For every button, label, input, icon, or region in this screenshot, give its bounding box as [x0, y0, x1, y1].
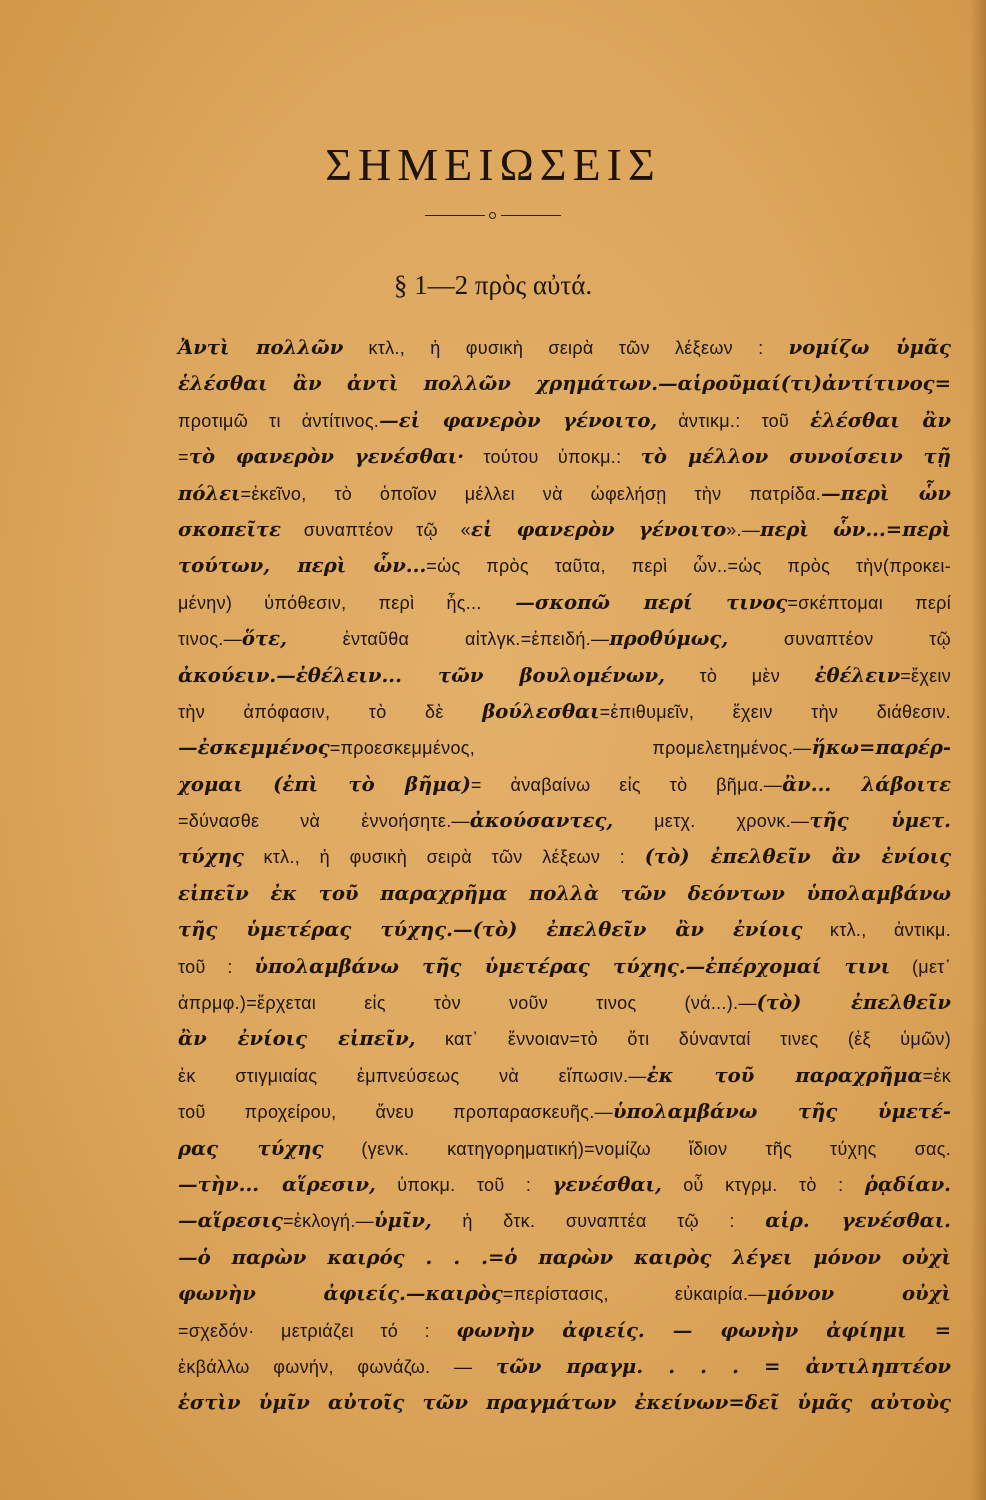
ornament-dot [489, 212, 496, 219]
text-line [178, 476, 951, 512]
gloss-text: ἐνταῦθα αἰτλγκ.=ἐπειδή.— [286, 629, 610, 650]
gloss-text: ἐκβάλλω φωνήν, φωνάζω. — [178, 1356, 496, 1377]
title-ornament [425, 210, 561, 222]
greek-term: ὑμῖν, [373, 1209, 432, 1233]
section-heading: § 1—2 πρὸς αὐτά. [393, 270, 593, 300]
text-line [178, 1131, 951, 1167]
greek-term: ἐθέλειν [814, 663, 901, 687]
page-title: ΣΗΜΕΙΩΣΕΙΣ [325, 139, 661, 190]
greek-term: εἰπεῖν ἐκ τοῦ παραχρῆμα πολλὰ τῶν δεόντων ὑπολαμβάνω [178, 881, 951, 905]
greek-term: τύχης [178, 845, 244, 869]
greek-term: φωνὴν ἀφιείς.—καιρὸς [178, 1282, 503, 1306]
gloss-text: ἡ δτκ. συναπτέα τῷ : [431, 1211, 766, 1232]
greek-term: νομίζω ὑμᾶς [788, 336, 951, 359]
text-line [178, 403, 951, 439]
gloss-text: =προεσκεμμένος, προμελετημένος.— [329, 738, 812, 759]
greek-term: τῶν πραγμ. . . . = ἀντιληπτέον [495, 1354, 951, 1378]
gloss-text: ὑποκμ. τοῦ : [375, 1174, 553, 1195]
greek-term: Ἀντὶ πολλῶν [178, 336, 344, 359]
greek-term: ἀκούειν.—ἐθέλειν... τῶν βουλομένων, [178, 663, 665, 687]
greek-term: προθύμως, [609, 627, 729, 651]
greek-term: τῆς ὑμετέρας τύχης.—(τὸ) ἐπελθεῖν ἂν ἐνίοις [178, 918, 803, 942]
gloss-text: συναπτέον τῷ [728, 629, 951, 650]
greek-term: —περὶ ὧν [821, 481, 951, 505]
text-line [178, 330, 951, 366]
text-line [178, 949, 951, 985]
greek-term: ἥκω=παρέρ- [811, 736, 951, 760]
gloss-text: = [178, 447, 189, 468]
gloss-text: =ἐκ [922, 1065, 951, 1086]
greek-term: τῆς ὑμετ. [809, 809, 951, 833]
greek-term: ὑπολαμβάνω τῆς ὑμετέρας τύχης.—ἐπέρχομαί τινι [254, 954, 891, 978]
ornament-right-rule [501, 215, 561, 216]
greek-term: ἀκούσαντες, [469, 809, 614, 833]
gloss-text: ἀπρμφ.)=ἔρχεται εἰς τὸν νοῦν τινος (νά...).— [178, 993, 757, 1014]
greek-term: βούλεσθαι [482, 699, 600, 723]
text-line [178, 694, 951, 730]
greek-term: εἰ φανερὸν γένοιτο [470, 517, 727, 541]
greek-term: περὶ ὧν...=περὶ [760, 517, 951, 541]
text-line [178, 585, 951, 621]
text-line [178, 512, 951, 548]
text-line [178, 767, 951, 803]
gloss-text: = ἀναβαίνω εἰς τὸ βῆμα.— [470, 774, 783, 795]
text-line [178, 1021, 951, 1057]
gloss-text: τὴν ἀπόφασιν, τὸ δὲ [178, 701, 483, 722]
gloss-text: =ἐκεῖνο, τὸ ὁποῖον μέλλει νὰ ὠφελήσῃ τὴν πατρίδα. [240, 483, 822, 504]
gloss-text: τοῦ προχείρου, ἄνευ προπαρασκευῆς.— [178, 1102, 613, 1123]
gloss-text: (μετ᾽ [890, 956, 952, 977]
greek-term: ρας τύχης [178, 1136, 324, 1160]
greek-term: τὸ φανερὸν γενέσθαι· [188, 445, 465, 469]
text-line [178, 912, 951, 948]
text-line [178, 1385, 951, 1421]
greek-term: —σκοπῶ περί τινος [481, 590, 788, 614]
text-line [178, 1203, 951, 1239]
greek-term: αἱρ. γενέσθαι. [765, 1209, 951, 1233]
gloss-text: μετχ. χρονκ.— [613, 811, 810, 832]
page-edge-shadow [970, 0, 986, 1500]
gloss-text: κτλ., ἀντικμ. [802, 920, 951, 941]
greek-term: τούτων, περὶ ὧν... [178, 554, 427, 578]
text-line [178, 439, 951, 475]
greek-term: πόλει [178, 481, 241, 505]
greek-term: (τὸ) ἐπελθεῖν ἂν ἐνίοις [644, 845, 951, 869]
greek-term: —αἵρεσις [178, 1209, 283, 1233]
greek-term: τὸ μέλλον συνοίσειν τῇ [640, 445, 951, 469]
gloss-text: =περίστασις, εὐκαιρία.— [502, 1284, 767, 1305]
gloss-text: κατ᾽ ἔννοιαν=τὸ ὅτι δύνανταί τινες (ἐξ ὑμῶν) [415, 1029, 952, 1050]
text-line [178, 985, 951, 1021]
gloss-text: =σκέπτομαι περί [787, 592, 952, 613]
text-line [178, 548, 951, 584]
greek-term: σκοπεῖτε [178, 517, 282, 541]
greek-term: ῥᾳδίαν. [864, 1172, 951, 1196]
text-line [178, 839, 951, 875]
greek-term: —ἐσκεμμένος [178, 736, 330, 760]
greek-term: ὅτε, [241, 627, 287, 651]
gloss-text: =ἔχειν [900, 665, 951, 686]
gloss-text: κτλ., ἡ φυσικὴ σειρὰ τῶν λέξεων : [343, 338, 789, 358]
gloss-text: ».— [726, 519, 761, 540]
greek-term: ἂν ἐνίοις εἰπεῖν, [178, 1027, 416, 1051]
gloss-text: τοῦ : [178, 956, 255, 977]
gloss-text: =ἐκλογή.— [282, 1211, 374, 1232]
greek-term: ἑλέσθαι ἂν ἀντὶ πολλῶν χρημάτων.—αἱροῦμαί(τι)ἀντίτινος= [178, 372, 951, 396]
greek-term: —τὴν... αἵρεσιν, [178, 1172, 376, 1196]
gloss-text: =ἐπιθυμεῖν, ἔχειν τὴν διάθεσιν. [599, 701, 951, 722]
text-line [178, 1094, 951, 1130]
gloss-text: (γενκ. κατηγορηματική)=νομίζω ἴδιον τῆς τύχης σας. [323, 1138, 952, 1159]
gloss-text: οὗ κτγρμ. τὸ : [661, 1174, 865, 1195]
greek-term: ὑπολαμβάνω τῆς ὑμετέ- [612, 1100, 951, 1124]
text-line [178, 366, 951, 402]
greek-term: φωνὴν ἀφιείς. — φωνὴν ἀφίημι = [456, 1318, 952, 1342]
gloss-text: =ὡς πρὸς ταῦτα, περὶ ὧν..=ὡς πρὸς τὴν(προκει- [426, 556, 951, 577]
gloss-text: τινος.— [178, 629, 242, 650]
text-line [178, 1276, 951, 1312]
gloss-text: προτιμῶ τι ἀντίτινος. [178, 410, 380, 431]
text-line [178, 1167, 951, 1203]
gloss-text: τούτου ὑποκμ.: [464, 447, 641, 468]
greek-term: ἂν... λάβοιτε [782, 772, 951, 796]
greek-term: ἐκ τοῦ παραχρῆμα [646, 1063, 923, 1087]
text-line [178, 1058, 951, 1094]
greek-term: ἑλέσθαι ἂν [810, 408, 951, 432]
notes-body [178, 330, 951, 1422]
greek-term: —εἰ φανερὸν γένοιτο, [379, 408, 658, 432]
text-line [178, 1240, 951, 1276]
gloss-text: ἀντικμ.: τοῦ [657, 410, 811, 431]
text-line [178, 1349, 951, 1385]
text-line [178, 730, 951, 766]
greek-term: ἐστὶν ὑμῖν αὐτοῖς τῶν πραγμάτων ἐκείνων=δεῖ ὑμᾶς αὐτοὺς [178, 1391, 951, 1415]
gloss-text: συναπτέον τῷ « [281, 519, 471, 540]
gloss-text: ἐκ στιγμιαίας ἐμπνεύσεως νὰ εἴπωσιν.— [178, 1065, 647, 1086]
gloss-text: =σχεδόν· μετριάζει τό : [178, 1320, 457, 1341]
gloss-text: κτλ., ἡ φυσικὴ σειρὰ τῶν λέξεων : [243, 847, 645, 868]
greek-term: μόνον οὐχὶ [766, 1282, 951, 1306]
text-line [178, 876, 951, 912]
gloss-text: μένην) ὑπόθεσιν, περὶ ἧς... [178, 592, 482, 613]
greek-term: χομαι (ἐπὶ τὸ βῆμα) [178, 772, 471, 796]
greek-term: γενέσθαι, [552, 1172, 662, 1196]
text-line [178, 658, 951, 694]
ornament-left-rule [425, 215, 485, 216]
text-line [178, 803, 951, 839]
text-line [178, 1313, 951, 1349]
greek-term: —ὁ παρὼν καιρός . . .=ὁ παρὼν καιρὸς λέγει μόνον οὐχὶ [178, 1245, 951, 1269]
text-line [178, 621, 951, 657]
greek-term: (τὸ) ἐπελθεῖν [756, 991, 952, 1015]
gloss-text: τὸ μὲν [664, 665, 815, 686]
gloss-text: =δύνασθε νὰ ἐννοήσητε.— [178, 811, 470, 832]
